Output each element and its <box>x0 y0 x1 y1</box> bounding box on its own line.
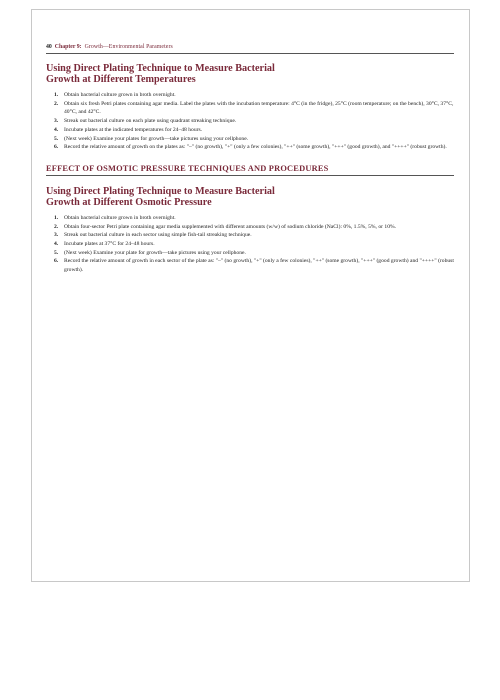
list-item <box>46 240 454 249</box>
step-text: Record the relative amount of growth in each sector of the plate as: "–" (no growth), "+" (only a few colonies), "++" (some growth), "+++" (good growth) and "++++" (robust growth). <box>64 258 454 274</box>
step-text: Streak out bacterial culture on each plate using quadrant streaking technique. <box>64 118 237 125</box>
step-text: Incubate plates at 37°C for 24–48 hours. <box>64 241 155 248</box>
list-item <box>46 135 454 144</box>
list-item <box>46 214 454 223</box>
step-text: Obtain four-sector Petri plate containing agar media supplemented with different amounts (w/w) of sodium chloride (NaCl): 0%, 1.5%, 5%, or 10%. <box>64 223 397 230</box>
osmotic-steps-list <box>46 214 454 275</box>
list-item <box>46 100 454 117</box>
list-item <box>46 91 454 100</box>
step-number: 2. <box>54 100 59 107</box>
list-item <box>46 143 454 152</box>
step-number: 1. <box>54 92 59 98</box>
step-text: Obtain bacterial culture grown in broth overnight. <box>64 214 176 221</box>
list-item <box>46 223 454 232</box>
chapter-label: Chapter 9: <box>54 44 82 50</box>
section-title-line: Using Direct Plating Technique to Measure Bacterial <box>46 63 275 74</box>
step-text: Streak out bacterial culture in each sector using simple fish-tail streaking technique. <box>64 232 252 239</box>
header-rule <box>46 53 454 54</box>
list-item <box>46 257 454 274</box>
step-number: 2. <box>54 223 59 230</box>
step-number: 3. <box>54 118 59 125</box>
step-text: (Next week) Examine your plates for growth—take pictures using your cellphone. <box>64 135 249 142</box>
list-item <box>46 126 454 135</box>
step-text: Obtain six fresh Petri plates containing agar media. Label the plates with the incubation temperature: 4°C (in the fridge), 25°C (room temperature; on the bench), 30°C, 37°C, 40°C, and 42°C. <box>64 100 454 116</box>
step-number: 4. <box>54 126 59 133</box>
step-number: 1. <box>54 214 59 221</box>
chapter-title: Growth—Environmental Parameters <box>84 44 173 50</box>
page-number: 40 <box>46 44 52 50</box>
list-item <box>46 231 454 240</box>
section-title-line: Growth at Different Osmotic Pressure <box>46 196 212 208</box>
step-number: 3. <box>54 232 59 239</box>
temperature-steps-list <box>46 91 454 152</box>
step-number: 4. <box>54 241 59 248</box>
step-number: 6. <box>54 144 59 151</box>
step-number: 5. <box>54 249 59 256</box>
step-text: Record the relative amount of growth on the plates as: "–" (no growth), "+" (only a few colonies), "++" (some growth), "+++" (good growth), and "++++" (robust growth). <box>64 144 447 151</box>
list-item <box>46 249 454 258</box>
step-text: Obtain bacterial culture grown in broth overnight. <box>64 92 176 98</box>
major-heading-osmotic: EFFECT OF OSMOTIC PRESSURE TECHNIQUES AND PROCEDURES <box>46 163 329 173</box>
step-text: (Next week) Examine your plate for growth—take pictures using your cellphone. <box>64 249 246 256</box>
step-number: 5. <box>54 135 59 142</box>
major-heading-rule <box>46 175 454 176</box>
section-title-line: Growth at Different Temperatures <box>46 74 196 85</box>
section-title-osmotic <box>46 186 454 208</box>
running-head <box>46 43 454 52</box>
page-content <box>46 43 454 275</box>
section-title-line: Using Direct Plating Technique to Measure Bacterial <box>46 185 275 197</box>
step-text: Incubate plates at the indicated temperatures for 24–48 hours. <box>64 126 203 133</box>
step-number: 6. <box>54 258 59 265</box>
section-title-temperature <box>46 63 454 85</box>
list-item <box>46 117 454 126</box>
